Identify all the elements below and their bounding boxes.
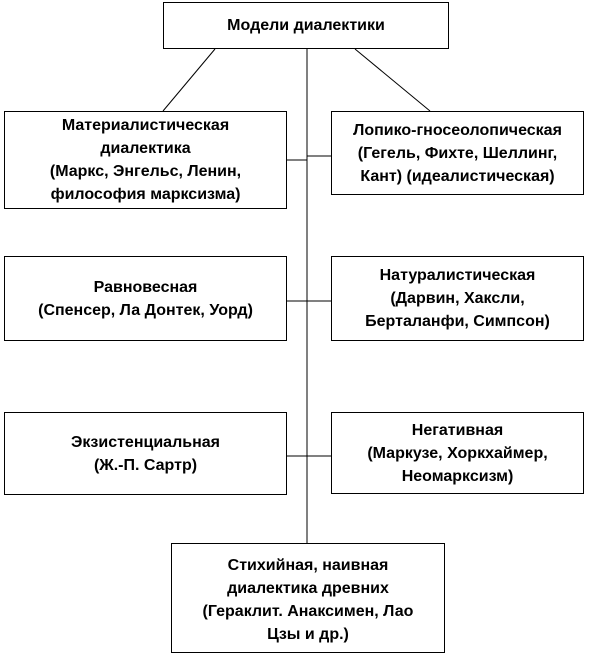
node-text-line: Экзистенциальная — [71, 433, 220, 451]
node-text-line: Лопико-гносеолопическая — [353, 121, 562, 139]
node-text-line: (Спенсер, Ла Донтек, Уорд) — [38, 301, 253, 319]
node-text-line: (Маркс, Энгельс, Ленин, — [49, 163, 242, 180]
node-text-line: (Гераклит. Анаксимен, Лао — [202, 603, 414, 620]
node-text-line: (Гегель, Фихте, Шеллинг, — [357, 144, 558, 162]
negative-node — [331, 412, 584, 494]
ancient-dialectics-node — [171, 543, 445, 653]
node-text-line: Неомарксизм) — [401, 467, 514, 485]
node-text-line: Цзы и др.) — [267, 626, 349, 643]
logico-gnoseological-node — [331, 111, 584, 195]
naturalist-node — [331, 256, 584, 341]
node-text-line: Стихийная, наивная — [227, 557, 389, 574]
node-text-line: диалектика — [100, 140, 191, 157]
node-text-line: Модели диалектики — [227, 17, 385, 34]
node-text-line: Кант) (идеалистическая) — [360, 167, 555, 185]
root-node — [163, 2, 449, 49]
node-text-line: философия марксизма) — [50, 186, 241, 203]
node-text-line: Материалистическая — [61, 117, 230, 134]
node-text-line: (Дарвин, Хаксли, — [390, 290, 525, 307]
node-text-line: Равновесная — [93, 278, 198, 296]
node-text-line: (Маркузе, Хоркхаймер, — [367, 444, 548, 462]
root-to-logico-line — [355, 49, 430, 111]
materialist-node — [4, 111, 287, 209]
node-text-line: (Ж.-П. Сартр) — [93, 456, 198, 474]
node-text-line: диалектика древних — [227, 580, 389, 597]
equilibrium-node — [4, 256, 287, 341]
node-text-line: Негативная — [411, 421, 504, 439]
existential-node — [4, 412, 287, 495]
node-text-line: Натуралистическая — [379, 267, 536, 284]
node-text-line: Берталанфи, Симпсон) — [365, 313, 550, 330]
root-to-materialist-line — [163, 49, 215, 111]
